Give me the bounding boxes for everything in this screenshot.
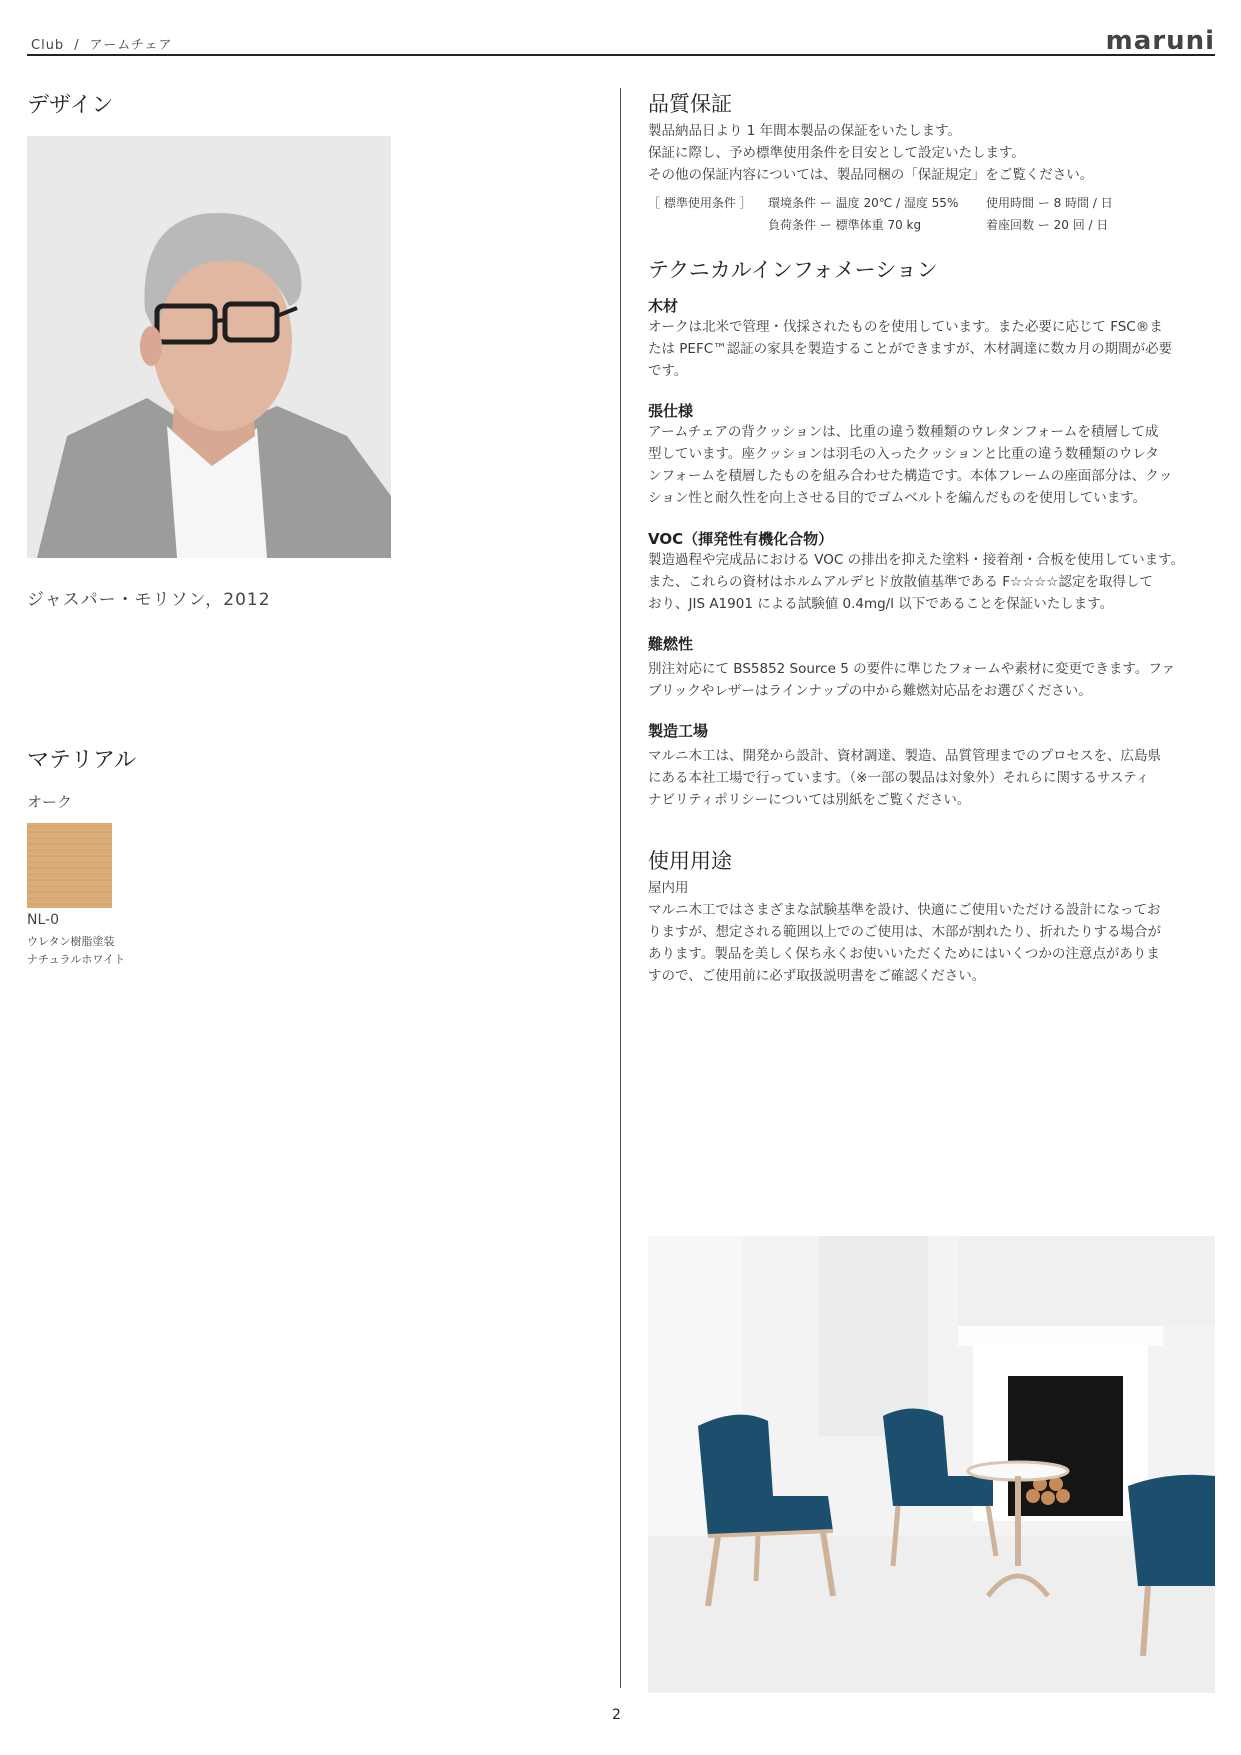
condition-load: 負荷条件 ー 標準体重 70 kg (768, 218, 922, 232)
tech-heading-flame: 難燃性 (648, 635, 694, 653)
usage-line: すので、ご使用前に必ず取扱説明書をご確認ください。 (648, 968, 986, 984)
page-number: 2 (612, 1707, 621, 1723)
tech-heading-upholstery: 張仕様 (648, 402, 694, 420)
breadcrumb (31, 34, 173, 53)
tech-heading-voc: VOC（揮発性有機化合物） (648, 530, 834, 548)
warranty-line: その他の保証内容については、製品同梱の「保証規定」をご覧ください。 (648, 167, 1094, 183)
warranty-text (648, 120, 1215, 186)
usage-line: マルニ木工ではさまざまな試験基準を設け、快適にご使用いただける設計になってお (648, 902, 1161, 918)
warranty-line: 製品納品日より 1 年間本製品の保証をいたします。 (648, 123, 962, 139)
tech-line: ブリックやレザーはラインナップの中から難燃対応品をお選びください。 (648, 683, 1092, 699)
page-header (27, 26, 1215, 56)
breadcrumb-category: アームチェア (89, 38, 173, 53)
tech-line: 別注対応にて BS5852 Source 5 の要件に準じたフォームや素材に変更できます。ファ (648, 661, 1176, 677)
tech-line: 製造過程や完成品における VOC の排出を抑えた塗料・接着剤・合板を使用しています。 (648, 552, 1185, 568)
usage-sub: 屋内用 (648, 880, 689, 896)
condition-sitting-count: 着座回数 ー 20 回 / 日 (986, 218, 1109, 232)
conditions-label: ［ 標準使用条件 ］ (648, 196, 752, 210)
tech-line: ナビリティポリシーについては別紙をご覧ください。 (648, 792, 971, 808)
tech-section-wood (648, 295, 1215, 382)
tech-line: にある本社工場で行っています。（※一部の製品は対象外）それらに関するサスティ (648, 770, 1150, 786)
condition-environment: 環境条件 ー 温度 20℃ / 湿度 55% (768, 196, 959, 210)
breadcrumb-brand: Club (31, 38, 65, 53)
usage-line: りますが、想定される範囲以上でのご使用は、木部が割れたり、折れたりする場合が (648, 924, 1161, 940)
tech-line: ション性と耐久性を向上させる目的でゴムベルトを編んだものを使用しています。 (648, 490, 1147, 506)
tech-heading-factory: 製造工場 (648, 722, 709, 740)
tech-line: オークは北米で管理・伐採されたものを使用しています。また必要に応じて FSC®ま (648, 319, 1163, 335)
swatch-finish: ウレタン樹脂塗装 (27, 935, 115, 948)
tech-line: また、これらの資材はホルムアルデヒド放散値基準である F☆☆☆☆認定を取得して (648, 574, 1153, 590)
breadcrumb-separator: / (74, 38, 80, 53)
tech-section-upholstery (648, 400, 1215, 509)
swatch-color-name: ナチュラルホワイト (27, 953, 126, 966)
warranty-line: 保証に際し、予め標準使用条件を目安として設定いたします。 (648, 145, 1025, 161)
tech-section-factory (648, 720, 1215, 811)
usage-title: 使用用途 (648, 849, 732, 873)
maruni-logo: maruni (1105, 26, 1215, 56)
swatch-code: NL-0 (27, 912, 59, 928)
standard-conditions (648, 193, 1215, 237)
tech-heading-wood: 木材 (648, 297, 679, 315)
tech-section-flame (648, 633, 1215, 702)
tech-line: です。 (648, 363, 688, 379)
column-divider (620, 88, 621, 1688)
swatch-description (27, 933, 125, 969)
material-label: オーク (27, 793, 73, 811)
designer-portrait-image (27, 136, 391, 558)
designer-caption: ジャスパー・モリソン，2012 (27, 590, 271, 610)
tech-info-title: テクニカルインフォメーション (648, 258, 938, 282)
interior-chairs-photo (648, 1236, 1215, 1693)
left-column (27, 88, 587, 966)
warranty-title: 品質保証 (648, 92, 732, 116)
oak-swatch (27, 823, 112, 908)
tech-line: たは PEFC™認証の家具を製造することができますが、木材調達に数カ月の期間が必要 (648, 341, 1173, 357)
tech-line: ンフォームを積層したものを組み合わせた構造です。本体フレームの座面部分は、クッ (648, 468, 1173, 484)
tech-line: マルニ木工は、開発から設計、資材調達、製造、品質管理までのプロセスを、広島県 (648, 748, 1161, 764)
tech-line: おり、JIS A1901 による試験値 0.4mg/l 以下であることを保証いたします。 (648, 596, 1114, 612)
condition-usage-time: 使用時間 ー 8 時間 / 日 (986, 196, 1113, 210)
usage-text (648, 877, 1215, 987)
material-title: マテリアル (27, 748, 137, 773)
tech-section-voc (648, 528, 1215, 615)
tech-line: 型しています。座クッションは羽毛の入ったクッションと比重の違う数種類のウレタ (648, 446, 1159, 462)
tech-line: アームチェアの背クッションは、比重の違う数種類のウレタンフォームを積層して成 (648, 424, 1159, 440)
usage-line: あります。製品を美しく保ち永くお使いいただくためにはいくつかの注意点がありま (648, 946, 1160, 962)
design-title: デザイン (27, 93, 114, 118)
